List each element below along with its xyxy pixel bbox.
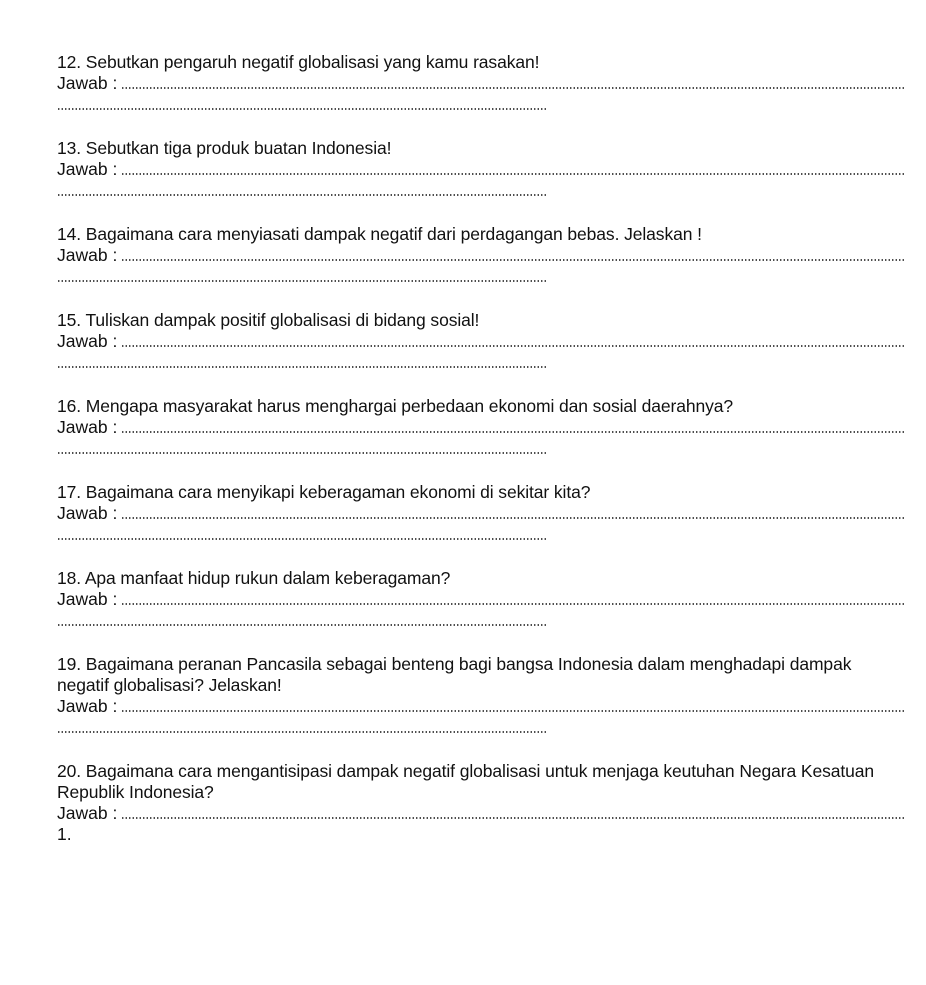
question-text: 20. Bagaimana cara mengantisipasi dampak negatif globalisasi untuk menjaga keutuhan Negara Kesatuan Republik Indonesia? [57,761,875,802]
answer-label: Jawab : [57,417,118,437]
answer-label: Jawab : [57,331,118,351]
answer-continuation-dots[interactable] [57,538,547,540]
answer-continuation-dots[interactable] [57,194,547,196]
question-14 [57,224,905,282]
answer-list-item: 1. [57,824,72,844]
answer-label: Jawab : [57,696,118,716]
answer-line[interactable] [57,503,905,524]
answer-label: Jawab : [57,245,118,265]
answer-line[interactable] [57,159,905,180]
answer-continuation-dots[interactable] [57,624,547,626]
question-text: 15. Tuliskan dampak positif globalisasi di bidang sosial! [57,310,480,330]
answer-label: Jawab : [57,803,118,823]
question-text: 12. Sebutkan pengaruh negatif globalisasi yang kamu rasakan! [57,52,540,72]
answer-dots [121,603,905,605]
answer-continuation-dots[interactable] [57,108,547,110]
answer-line[interactable] [57,331,905,352]
answer-continuation-dots[interactable] [57,731,547,733]
answer-line[interactable] [57,73,905,94]
answer-continuation-dots[interactable] [57,280,547,282]
answer-dots [121,345,905,347]
answer-dots [121,431,905,433]
answer-line[interactable] [57,245,905,266]
answer-continuation-dots[interactable] [57,366,547,368]
answer-dots [121,517,905,519]
question-20 [57,761,905,845]
answer-dots [121,259,905,261]
answer-dots [121,817,905,819]
question-text: 14. Bagaimana cara menyiasati dampak negatif dari perdagangan bebas. Jelaskan ! [57,224,702,244]
answer-label: Jawab : [57,589,118,609]
question-text: 17. Bagaimana cara menyikapi keberagaman ekonomi di sekitar kita? [57,482,591,502]
question-16 [57,396,905,454]
question-18 [57,568,905,626]
question-17 [57,482,905,540]
answer-label: Jawab : [57,159,118,179]
answer-line[interactable] [57,417,905,438]
question-19 [57,654,905,733]
answer-dots [121,173,905,175]
answer-label: Jawab : [57,73,118,93]
answer-line[interactable] [57,589,905,610]
answer-line[interactable] [57,803,905,824]
question-text: 16. Mengapa masyarakat harus menghargai perbedaan ekonomi dan sosial daerahnya? [57,396,734,416]
answer-label: Jawab : [57,503,118,523]
answer-line[interactable] [57,696,905,717]
question-15 [57,310,905,368]
answer-continuation-dots[interactable] [57,452,547,454]
answer-dots [121,87,905,89]
question-text: 19. Bagaimana peranan Pancasila sebagai benteng bagi bangsa Indonesia dalam menghadapi dampak negatif globalisasi? Jelaskan! [57,654,852,695]
answer-dots [121,710,905,712]
question-text: 13. Sebutkan tiga produk buatan Indonesia! [57,138,392,158]
question-12 [57,52,905,110]
worksheet [57,52,905,873]
question-13 [57,138,905,196]
question-text: 18. Apa manfaat hidup rukun dalam keberagaman? [57,568,451,588]
